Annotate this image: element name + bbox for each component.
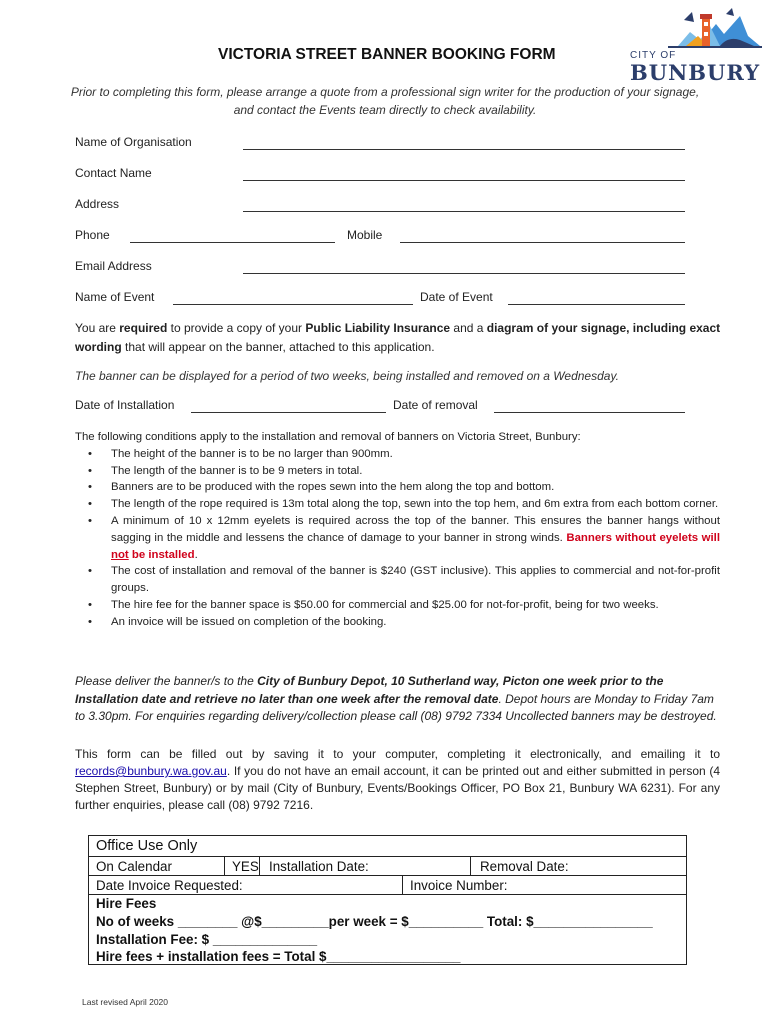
city-of-bunbury-logo	[628, 6, 762, 84]
contact-field[interactable]	[243, 180, 685, 181]
organisation-field[interactable]	[243, 149, 685, 150]
installation-date-field[interactable]	[191, 412, 386, 413]
mobile-label: Mobile	[347, 228, 383, 242]
invoice-number-cell[interactable]: Invoice Number:	[410, 877, 508, 893]
condition-item: • The length of the banner is to be 9 meters in total.	[75, 463, 720, 480]
installation-date-cell[interactable]: Installation Date:	[269, 858, 369, 874]
display-period-note: The banner can be displayed for a period of two weeks, being installed and removed on a Wednesday.	[75, 369, 619, 383]
event-name-label: Name of Event	[75, 290, 155, 304]
office-use-table	[88, 835, 687, 965]
hire-fees-heading: Hire Fees	[96, 895, 157, 911]
email-field[interactable]	[243, 273, 685, 274]
records-email-link[interactable]: records@bunbury.wa.gov.au	[75, 764, 227, 778]
condition-item: • An invoice will be issued on completion of the booking.	[75, 614, 720, 631]
on-calendar-label: On Calendar	[96, 858, 172, 874]
conditions-list	[75, 446, 720, 631]
logo-bunbury: BUNBURY	[630, 60, 761, 85]
total-fees-line[interactable]: Hire fees + installation fees = Total $__________________	[96, 948, 461, 964]
form-title: VICTORIA STREET BANNER BOOKING FORM	[218, 46, 556, 63]
condition-item: • The length of the rope required is 13m total along the top, sewn into the top hem, and 6m extra from each bottom corner.	[75, 496, 720, 513]
intro-text: Prior to completing this form, please arrange a quote from a professional sign writer for the production of your signage, and contact the Events team directly to check availability.	[70, 85, 700, 117]
phone-field[interactable]	[130, 242, 335, 243]
address-label: Address	[75, 197, 120, 211]
submission-instructions: This form can be filled out by saving it to your computer, completing it electronically, and emailing it to records@bunbury.wa.gov.au. If you do not have an email account, it can be printed out and either submitted in person (4 Stephen Street, Bunbury) or by mail (City of Bunbury, Events/Bookings Officer, PO Box 21, Bunbury WA 6231). For any further enquiries, please call (08) 9792 7216.	[75, 747, 720, 812]
phone-label: Phone	[75, 228, 110, 242]
eyelets-warning: Banners without eyelets will not be installed	[111, 531, 720, 561]
invoice-requested-cell[interactable]: Date Invoice Requested:	[96, 877, 243, 893]
condition-item: • The hire fee for the banner space is $50.00 for commercial and $25.00 for not-for-profit, being for two weeks.	[75, 597, 720, 614]
weeks-calculation-line[interactable]: No of weeks ________ @$_________per week = $__________ Total: $________________	[96, 913, 653, 929]
removal-date-label: Date of removal	[393, 398, 478, 412]
office-use-heading: Office Use Only	[96, 838, 198, 854]
contact-label: Contact Name	[75, 166, 152, 180]
installation-fee-line[interactable]: Installation Fee: $ ______________	[96, 931, 318, 947]
address-field[interactable]	[243, 211, 685, 212]
conditions-section	[75, 429, 720, 631]
logo-city-of: CITY OF	[630, 50, 677, 61]
organisation-label: Name of Organisation	[75, 135, 192, 149]
on-calendar-yes[interactable]: YES	[232, 858, 259, 874]
removal-date-cell[interactable]: Removal Date:	[480, 858, 569, 874]
delivery-instructions: Please deliver the banner/s to the City of Bunbury Depot, 10 Sutherland way, Picton one week prior to the Installation date and retrieve no later than one week after the removal date. Depot hours are Monday to Friday 7am to 3.30pm. For enquiries regarding delivery/collection please call (08) 9792 7334 Uncollected banners may be destroyed.	[75, 674, 717, 724]
event-date-field[interactable]	[508, 304, 685, 305]
condition-item: • Banners are to be produced with the ropes sewn into the hem along the top and bottom.	[75, 479, 720, 496]
conditions-intro: The following conditions apply to the installation and removal of banners on Victoria Street, Bunbury:	[75, 431, 581, 443]
mobile-field[interactable]	[400, 242, 685, 243]
removal-date-field[interactable]	[494, 412, 685, 413]
event-name-field[interactable]	[173, 304, 413, 305]
requirement-text: You are required to provide a copy of your Public Liability Insurance and a diagram of your signage, including exact wording that will appear on the banner, attached to this application.	[75, 321, 721, 354]
installation-date-label: Date of Installation	[75, 398, 175, 412]
event-date-label: Date of Event	[420, 290, 493, 304]
condition-item: • A minimum of 10 x 12mm eyelets is required across the top of the banner. This ensures the banner hangs without sagging in the middle and lessens the chance of damage to your banner in strong winds. Banners without eyelets will not be installed.	[75, 513, 720, 563]
last-revised-note: Last revised April 2020	[82, 997, 168, 1007]
condition-item: • The height of the banner is to be no larger than 900mm.	[75, 446, 720, 463]
condition-item: • The cost of installation and removal of the banner is $240 (GST inclusive). This applies to commercial and not-for-profit groups.	[75, 563, 720, 597]
email-label: Email Address	[75, 259, 152, 273]
